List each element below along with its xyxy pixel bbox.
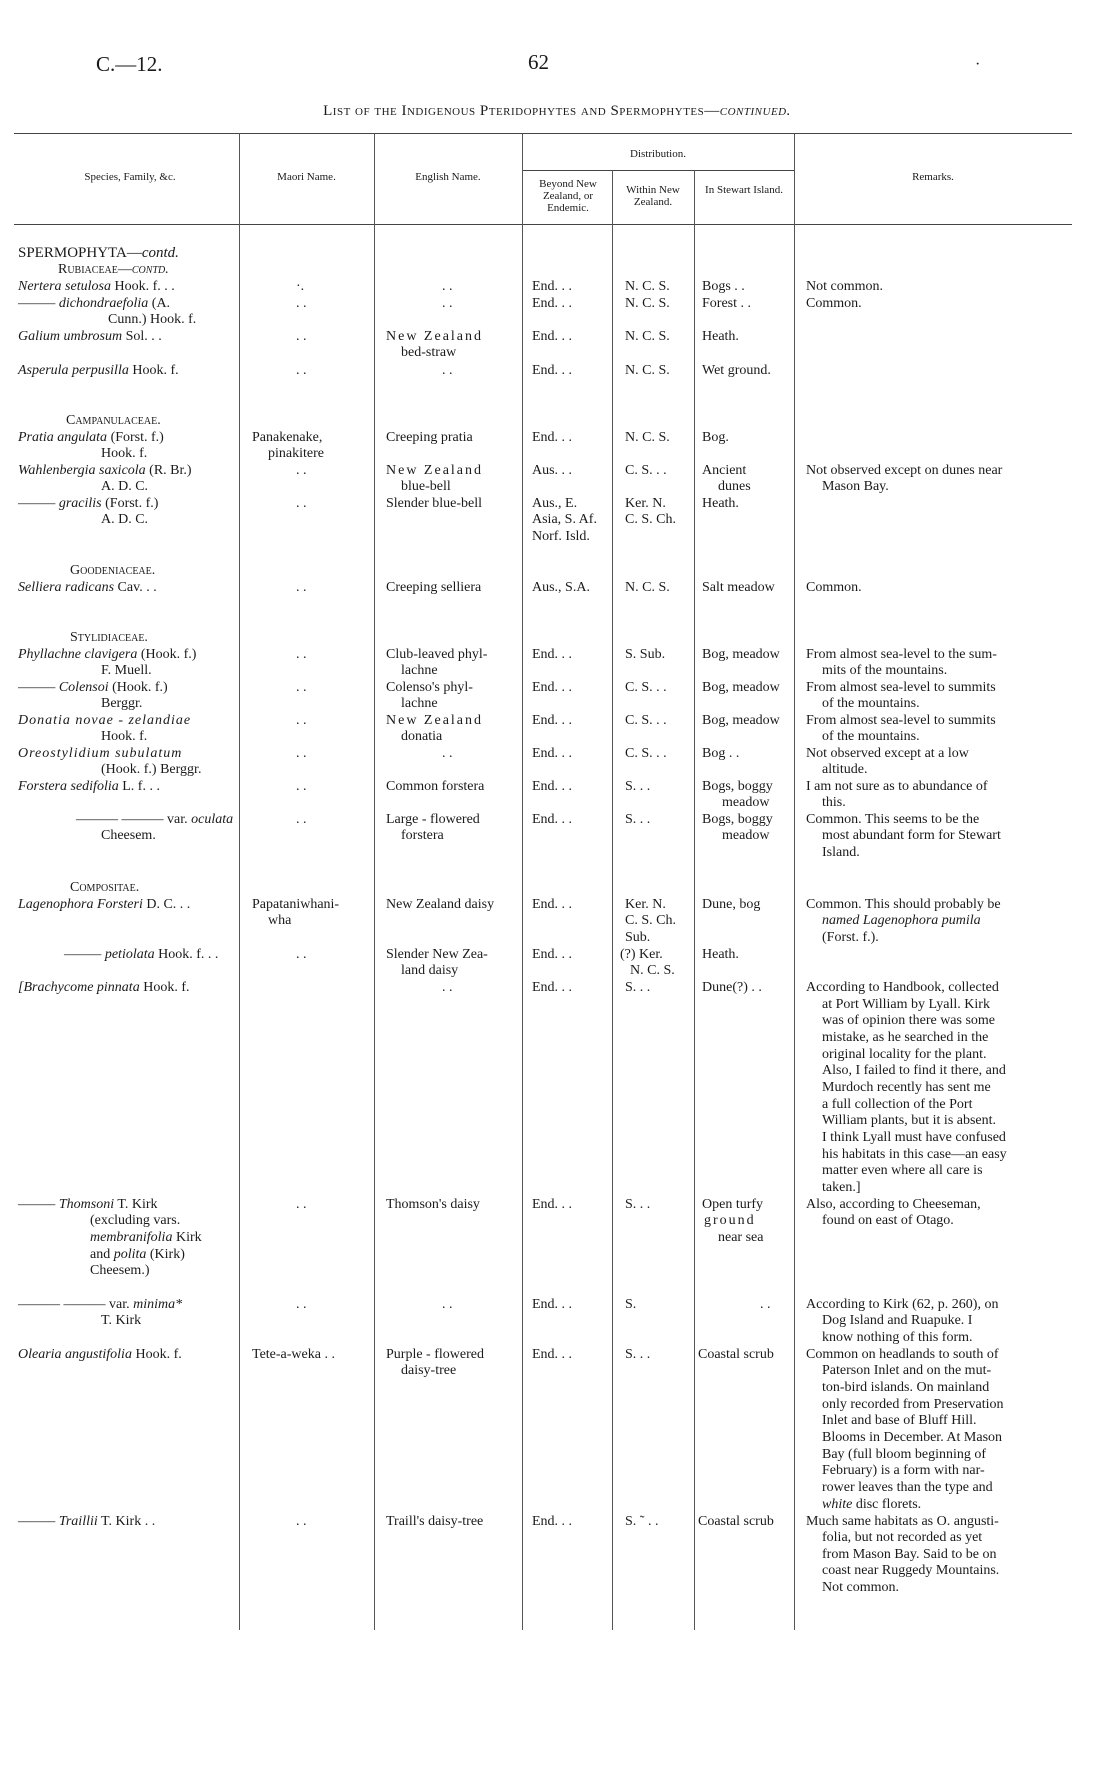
beyond-nz: End. . . (532, 713, 573, 728)
maori-name: . . (296, 746, 307, 761)
remarks: Common. This seems to be the (806, 812, 980, 827)
remarks: at Port William by Lyall. Kirk (822, 997, 990, 1012)
beyond-nz: End. . . (532, 897, 573, 912)
remarks: altitude. (822, 762, 868, 777)
beyond-nz: End. . . (532, 430, 573, 445)
beyond-nz: End. . . (532, 279, 573, 294)
remarks: I think Lyall must have confused (822, 1130, 1006, 1145)
species-name: Wahlenbergia saxicola (R. Br.) (18, 463, 192, 478)
species-name: ——— ——— var. oculata (76, 812, 234, 827)
remarks: Inlet and base of Bluff Hill. (822, 1413, 977, 1428)
species-authority: Hook. f. (101, 446, 148, 461)
remarks: Bay (full bloom beginning of (822, 1447, 987, 1462)
column-divider (694, 170, 695, 1630)
within-nz: S. . . (625, 980, 651, 995)
within-nz: S. . . (625, 779, 651, 794)
maori-name: . . (296, 680, 307, 695)
beyond-nz: End. . . (532, 746, 573, 761)
maori-name: . . (296, 296, 307, 311)
maori-name: . . (296, 1297, 307, 1312)
remarks: white disc florets. (822, 1497, 922, 1512)
maori-name: . . (296, 647, 307, 662)
within-nz: Sub. (625, 930, 651, 945)
remarks: folia, but not recorded as yet (822, 1530, 983, 1545)
english-name: lachne (401, 696, 438, 711)
column-divider (612, 170, 613, 1630)
species-name: ——— gracilis (Forst. f.) (18, 496, 159, 511)
column-divider (522, 133, 523, 1630)
stewart-island: Bog. (702, 430, 729, 445)
beyond-nz: End. . . (532, 1197, 573, 1212)
remarks: I am not sure as to abundance of (806, 779, 988, 794)
maori-name: wha (268, 913, 292, 928)
species-note: and polita (Kirk) (90, 1247, 185, 1262)
english-name: Creeping pratia (386, 430, 473, 445)
header-distribution: Distribution. (630, 148, 686, 160)
remarks: named Lagenophora pumila (822, 913, 981, 928)
stewart-island: Bogs . . (702, 279, 745, 294)
remarks: Common. This should probably be (806, 897, 1001, 912)
remarks: William plants, but it is absent. (822, 1113, 997, 1128)
remarks: Common. (806, 580, 862, 595)
remarks: Not observed except on dunes near (806, 463, 1003, 478)
species-name: Asperula perpusilla Hook. f. (18, 363, 179, 378)
remarks: matter even where all care is (822, 1163, 983, 1178)
stewart-island: Wet ground. (702, 363, 771, 378)
family-heading: Campanulaceae. (66, 413, 161, 428)
stewart-island: dunes (718, 479, 751, 494)
remarks: Not observed except at a low (806, 746, 969, 761)
distribution-rule (522, 170, 794, 171)
remarks: February) is a form with nar- (822, 1463, 985, 1478)
english-name: . . (442, 1297, 453, 1312)
stewart-island: . . (760, 1297, 771, 1312)
english-name: New Zealand (386, 463, 484, 478)
remarks: ton-bird islands. On mainland (822, 1380, 990, 1395)
header-bottom-rule (14, 224, 1072, 225)
page-mark: · (975, 56, 981, 73)
stewart-island: Dune(?) . . (702, 980, 762, 995)
english-name: Colenso's phyl- (386, 680, 473, 695)
species-authority: Hook. f. (101, 729, 148, 744)
species-authority: A. D. C. (101, 512, 149, 527)
english-name: . . (442, 279, 453, 294)
species-name: ——— Thomsoni T. Kirk (18, 1197, 158, 1212)
page-reference: C.—12. (96, 52, 163, 76)
species-authority: A. D. C. (101, 479, 149, 494)
remarks: Paterson Inlet and on the mut- (822, 1363, 992, 1378)
page-title: List of the Indigenous Pteridophytes and Spermophytes—continued. (323, 103, 791, 119)
stewart-island: ground (704, 1213, 756, 1228)
within-nz: N. C. S. (630, 963, 675, 978)
remarks: of the mountains. (822, 696, 920, 711)
english-name: Large - flowered (386, 812, 480, 827)
remarks: most abundant form for Stewart (822, 828, 1001, 843)
within-nz: S. . . (625, 1347, 651, 1362)
maori-name: . . (296, 713, 307, 728)
remarks: From almost sea-level to summits (806, 713, 996, 728)
maori-name: Tete-a-weka . . (252, 1347, 335, 1362)
species-name: ——— dichondraefolia (A. (18, 296, 171, 311)
english-name: New Zealand (386, 713, 484, 728)
stewart-island: Forest . . (702, 296, 751, 311)
beyond-nz: End. . . (532, 1514, 573, 1529)
family-heading: Compositae. (70, 880, 140, 895)
column-divider (794, 133, 795, 1630)
beyond-nz: Asia, S. Af. (532, 512, 597, 527)
remarks: Mason Bay. (822, 479, 889, 494)
within-nz: N. C. S. (625, 279, 670, 294)
remarks: original locality for the plant. (822, 1047, 987, 1062)
stewart-island: Heath. (702, 496, 739, 511)
stewart-island: Bog, meadow (702, 713, 780, 728)
species-note: membranifolia Kirk (90, 1230, 202, 1245)
within-nz: S. (625, 1297, 637, 1312)
species-name: Phyllachne clavigera (Hook. f.) (18, 647, 197, 662)
stewart-island: Bogs, boggy (702, 812, 773, 827)
english-name: New Zealand (386, 329, 484, 344)
remarks: only recorded from Preservation (822, 1397, 1004, 1412)
within-nz: N. C. S. (625, 296, 670, 311)
stewart-island: Open turfy (702, 1197, 764, 1212)
stewart-island: Ancient (702, 463, 747, 478)
remarks: this. (822, 795, 846, 810)
column-divider (374, 133, 375, 1630)
within-nz: (?) Ker. (620, 947, 663, 962)
maori-name: pinakitere (268, 446, 324, 461)
remarks: a full collection of the Port (822, 1097, 973, 1112)
maori-name: . . (296, 1514, 307, 1529)
stewart-island: Coastal scrub (698, 1347, 774, 1362)
page-number: 62 (528, 50, 549, 74)
header-within: Within New Zealand. (626, 184, 680, 208)
remarks: from Mason Bay. Said to be on (822, 1547, 997, 1562)
within-nz: N. C. S. (625, 329, 670, 344)
english-name: blue-bell (401, 479, 451, 494)
english-name: donatia (401, 729, 443, 744)
maori-name: ·. (296, 279, 305, 294)
within-nz: S. . . (625, 1197, 651, 1212)
remarks: know nothing of this form. (822, 1330, 973, 1345)
stewart-island: Bogs, boggy (702, 779, 773, 794)
english-name: bed-straw (401, 345, 457, 360)
species-name: Olearia angustifolia Hook. f. (18, 1347, 182, 1362)
maori-name: Papataniwhani- (252, 897, 340, 912)
within-nz: C. S. . . (625, 680, 667, 695)
english-name: . . (442, 296, 453, 311)
species-authority: F. Muell. (101, 663, 152, 678)
maori-name: . . (296, 812, 307, 827)
remarks: his habitats in this case—an easy (822, 1147, 1007, 1162)
species-name: Forstera sedifolia L. f. . . (18, 779, 160, 794)
stewart-island: Dune, bog (702, 897, 761, 912)
beyond-nz: End. . . (532, 980, 573, 995)
species-authority: T. Kirk (101, 1313, 142, 1328)
english-name: Slender New Zea- (386, 947, 488, 962)
stewart-island: meadow (722, 828, 770, 843)
beyond-nz: Aus. . . (532, 463, 573, 478)
english-name: . . (442, 746, 453, 761)
english-name: lachne (401, 663, 438, 678)
remarks: Common. (806, 296, 862, 311)
maori-name: . . (296, 947, 307, 962)
species-authority: Berggr. (101, 696, 143, 711)
header-species: Species, Family, &c. (84, 171, 176, 183)
within-nz: Ker. N. (625, 496, 666, 511)
remarks: From almost sea-level to summits (806, 680, 996, 695)
species-name: ——— ——— var. minima* (18, 1297, 183, 1312)
beyond-nz: End. . . (532, 647, 573, 662)
family-heading: Goodeniaceae. (70, 563, 156, 578)
family-heading: Stylidiaceae. (70, 630, 148, 645)
remarks: Much same habitats as O. angusti- (806, 1514, 999, 1529)
beyond-nz: End. . . (532, 812, 573, 827)
remarks: rower leaves than the type and (822, 1480, 993, 1495)
maori-name: . . (296, 496, 307, 511)
stewart-island: Heath. (702, 947, 739, 962)
table-top-rule (14, 133, 1072, 134)
species-note: (excluding vars. (90, 1213, 181, 1228)
maori-name: . . (296, 329, 307, 344)
stewart-island: Bog, meadow (702, 647, 780, 662)
header-english: English Name. (415, 171, 481, 183)
header-stewart: In Stewart Island. (705, 184, 783, 196)
species-name: ——— Colensoi (Hook. f.) (18, 680, 168, 695)
english-name: New Zealand daisy (386, 897, 495, 912)
species-name: ——— petiolata Hook. f. . . (64, 947, 219, 962)
remarks: Not common. (822, 1580, 899, 1595)
within-nz: S. ˜ . . (625, 1514, 659, 1529)
species-name: Galium umbrosum Sol. . . (18, 329, 162, 344)
remarks: Murdoch recently has sent me (822, 1080, 991, 1095)
within-nz: C. S. Ch. (625, 512, 676, 527)
stewart-island: meadow (722, 795, 770, 810)
remarks: coast near Ruggedy Mountains. (822, 1563, 1000, 1578)
species-authority: (Hook. f.) Berggr. (101, 762, 202, 777)
remarks: mistake, as he searched in the (822, 1030, 989, 1045)
stewart-island: Bog . . (702, 746, 740, 761)
stewart-island: near sea (718, 1230, 764, 1245)
beyond-nz: Norf. Isld. (532, 529, 590, 544)
maori-name: . . (296, 363, 307, 378)
species-name: Pratia angulata (Forst. f.) (18, 430, 164, 445)
beyond-nz: End. . . (532, 296, 573, 311)
column-divider (239, 133, 240, 1630)
beyond-nz: End. . . (532, 680, 573, 695)
stewart-island: Coastal scrub (698, 1514, 774, 1529)
maori-name: . . (296, 1197, 307, 1212)
remarks: (Forst. f.). (822, 930, 879, 945)
header-beyond: Beyond New Zealand, or Endemic. (539, 178, 597, 214)
species-name: ——— Traillii T. Kirk . . (18, 1514, 156, 1529)
english-name: Slender blue-bell (386, 496, 483, 511)
english-name: Common forstera (386, 779, 485, 794)
remarks: Dog Island and Ruapuke. I (822, 1313, 973, 1328)
stewart-island: Salt meadow (702, 580, 775, 595)
beyond-nz: End. . . (532, 363, 573, 378)
within-nz: N. C. S. (625, 580, 670, 595)
english-name: Thomson's daisy (386, 1197, 480, 1212)
beyond-nz: End. . . (532, 1347, 573, 1362)
species-name: Oreostylidium subulatum (18, 746, 183, 761)
beyond-nz: End. . . (532, 329, 573, 344)
beyond-nz: Aus., S.A. (532, 580, 590, 595)
remarks: Blooms in December. At Mason (822, 1430, 1003, 1445)
species-authority: Cheesem. (101, 828, 156, 843)
species-authority: Cunn.) Hook. f. (108, 312, 197, 327)
division-heading: SPERMOPHYTA—contd. (18, 245, 179, 261)
beyond-nz: End. . . (532, 1297, 573, 1312)
english-name: . . (442, 980, 453, 995)
species-name: Lagenophora Forsteri D. C. . . (18, 897, 191, 912)
beyond-nz: End. . . (532, 947, 573, 962)
family-heading: Rubiaceae—contd. (58, 262, 169, 277)
within-nz: C. S. . . (625, 713, 667, 728)
english-name: Club-leaved phyl- (386, 647, 488, 662)
english-name: daisy-tree (401, 1363, 457, 1378)
maori-name: . . (296, 779, 307, 794)
remarks: Not common. (806, 279, 883, 294)
within-nz: C. S. . . (625, 746, 667, 761)
beyond-nz: End. . . (532, 779, 573, 794)
within-nz: S. . . (625, 812, 651, 827)
maori-name: . . (296, 580, 307, 595)
within-nz: C. S. Ch. (625, 913, 676, 928)
remarks: Also, according to Cheeseman, (806, 1197, 981, 1212)
english-name: forstera (401, 828, 444, 843)
english-name: Purple - flowered (386, 1347, 484, 1362)
remarks: mits of the mountains. (822, 663, 948, 678)
stewart-island: Heath. (702, 329, 739, 344)
remarks: Common on headlands to south of (806, 1347, 999, 1362)
within-nz: Ker. N. (625, 897, 666, 912)
within-nz: N. C. S. (625, 363, 670, 378)
maori-name: Panakenake, (252, 430, 323, 445)
within-nz: S. Sub. (625, 647, 666, 662)
beyond-nz: Aus., E. (532, 496, 578, 511)
remarks: was of opinion there was some (822, 1013, 996, 1028)
species-name: Nertera setulosa Hook. f. . . (18, 279, 175, 294)
english-name: Traill's daisy-tree (386, 1514, 484, 1529)
english-name: land daisy (401, 963, 459, 978)
remarks: taken.] (822, 1180, 861, 1195)
header-remarks: Remarks. (912, 171, 954, 183)
remarks: of the mountains. (822, 729, 920, 744)
english-name: Creeping selliera (386, 580, 482, 595)
remarks: found on east of Otago. (822, 1213, 954, 1228)
stewart-island: Bog, meadow (702, 680, 780, 695)
remarks: Island. (822, 845, 860, 860)
remarks: From almost sea-level to the sum- (806, 647, 997, 662)
species-name: [Brachycome pinnata Hook. f. (18, 980, 190, 995)
species-name: Donatia novae - zelandiae (18, 713, 192, 728)
species-name: Selliera radicans Cav. . . (18, 580, 157, 595)
header-maori: Maori Name. (277, 171, 336, 183)
remarks: According to Kirk (62, p. 260), on (806, 1297, 999, 1312)
english-name: . . (442, 363, 453, 378)
remarks: According to Handbook, collected (806, 980, 999, 995)
species-note: Cheesem.) (90, 1263, 150, 1278)
maori-name: . . (296, 463, 307, 478)
remarks: Also, I failed to find it there, and (822, 1063, 1006, 1078)
within-nz: N. C. S. (625, 430, 670, 445)
within-nz: C. S. . . (625, 463, 667, 478)
